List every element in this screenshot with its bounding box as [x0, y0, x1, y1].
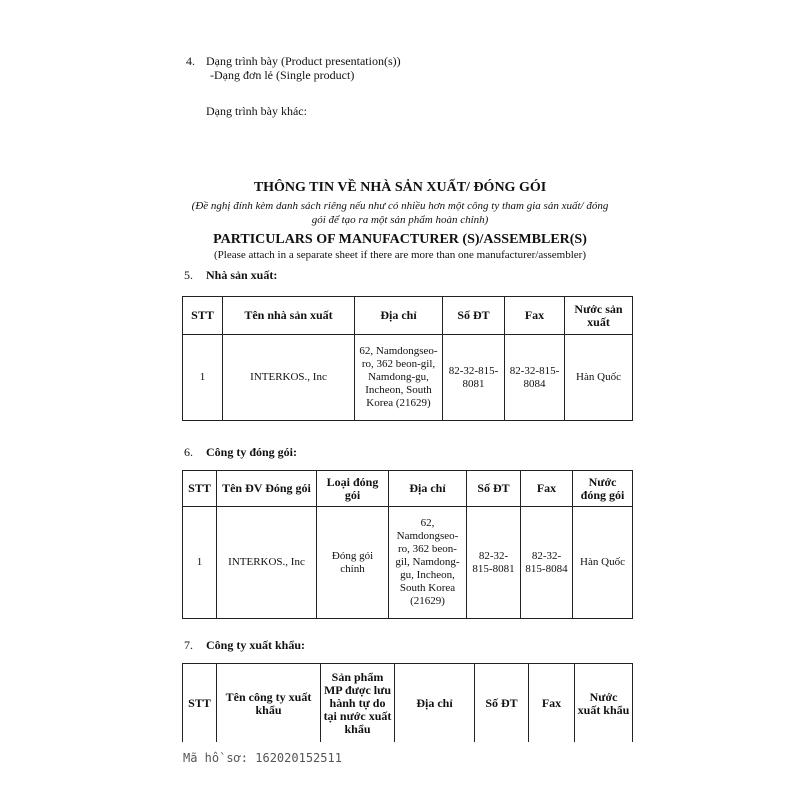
vi-heading-title: THÔNG TIN VỀ NHÀ SẢN XUẤT/ ĐÓNG GÓI	[253, 180, 547, 195]
header-phone: Số ĐT	[475, 664, 529, 743]
cell-packager-name: INTERKOS., Inc	[217, 507, 317, 619]
header-manufacturer-name: Tên nhà sản xuất	[223, 297, 355, 335]
table-row	[183, 335, 633, 421]
header-packaging-type: Loại đóng gói	[317, 471, 389, 507]
header-phone: Số ĐT	[467, 471, 521, 507]
section-6-number: 6.	[184, 445, 193, 459]
section-4-number: 4.	[186, 54, 195, 68]
section-4-subtitle: -Dạng đơn lẻ (Single product)	[210, 68, 355, 82]
header-stt: STT	[183, 297, 223, 335]
header-packager-name: Tên ĐV Đóng gói	[217, 471, 317, 507]
cell-phone: 82-32-815-8081	[467, 507, 521, 619]
header-stt: STT	[183, 664, 217, 743]
cell-country: Hàn Quốc	[573, 507, 633, 619]
header-address: Địa chỉ	[355, 297, 443, 335]
cell-fax: 82-32-815-8084	[521, 507, 573, 619]
section-7-number: 7.	[184, 638, 193, 652]
cell-manufacturer-name: INTERKOS., Inc	[223, 335, 355, 421]
cell-address: 62, Namdongseo-ro, 362 beon-gil, Namdong-gu, Incheon, South Korea (21629)	[355, 335, 443, 421]
file-code: Mã hồ sơ: 162020152511	[183, 751, 342, 765]
table-row	[183, 507, 633, 619]
vi-heading-note-line2: gói để tạo ra một sản phẩm hoàn chỉnh)	[311, 214, 489, 226]
section-5-number: 5.	[184, 268, 193, 282]
vi-heading-note-line1: (Đề nghị đính kèm danh sách riêng nếu như có nhiều hơn một công ty tham gia sản xuất/ đóng	[191, 200, 609, 212]
section-5-title: Nhà sản xuất:	[206, 268, 278, 282]
header-fax: Fax	[505, 297, 565, 335]
header-exporter-name: Tên công ty xuất khẩu	[217, 664, 321, 743]
header-country: Nước xuất khẩu	[575, 664, 633, 743]
exporter-table-clip	[182, 663, 634, 742]
exporter-table	[182, 663, 633, 742]
header-fax: Fax	[521, 471, 573, 507]
cell-fax: 82-32-815-8084	[505, 335, 565, 421]
header-country: Nước sản xuất	[565, 297, 633, 335]
cell-country: Hàn Quốc	[565, 335, 633, 421]
header-free-sale-product: Sản phẩm MP được lưu hành tự do tại nước xuất khẩu	[321, 664, 395, 743]
manufacturer-table	[182, 296, 633, 421]
exporter-table-header-row	[183, 664, 633, 743]
cell-address: 62, Namdongseo-ro, 362 beon-gil, Namdong-gu, Incheon, South Korea (21629)	[389, 507, 467, 619]
section-4-other: Dạng trình bày khác:	[206, 104, 307, 118]
cell-stt: 1	[183, 507, 217, 619]
section-4-title: Dạng trình bày (Product presentation(s))	[206, 54, 401, 68]
en-heading-note: (Please attach in a separate sheet if there are more than one manufacturer/assembler)	[214, 249, 586, 261]
header-address: Địa chỉ	[395, 664, 475, 743]
cell-packaging-type: Đóng gói chính	[317, 507, 389, 619]
en-heading-title: PARTICULARS OF MANUFACTURER (S)/ASSEMBLER(S)	[213, 232, 587, 247]
header-address: Địa chỉ	[389, 471, 467, 507]
manufacturer-table-header-row	[183, 297, 633, 335]
packager-table	[182, 470, 633, 619]
cell-phone: 82-32-815-8081	[443, 335, 505, 421]
cell-stt: 1	[183, 335, 223, 421]
packager-table-header-row	[183, 471, 633, 507]
header-country: Nước đóng gói	[573, 471, 633, 507]
section-6-title: Công ty đóng gói:	[206, 445, 298, 459]
section-7-title: Công ty xuất khẩu:	[206, 638, 306, 652]
header-fax: Fax	[529, 664, 575, 743]
header-stt: STT	[183, 471, 217, 507]
header-phone: Số ĐT	[443, 297, 505, 335]
